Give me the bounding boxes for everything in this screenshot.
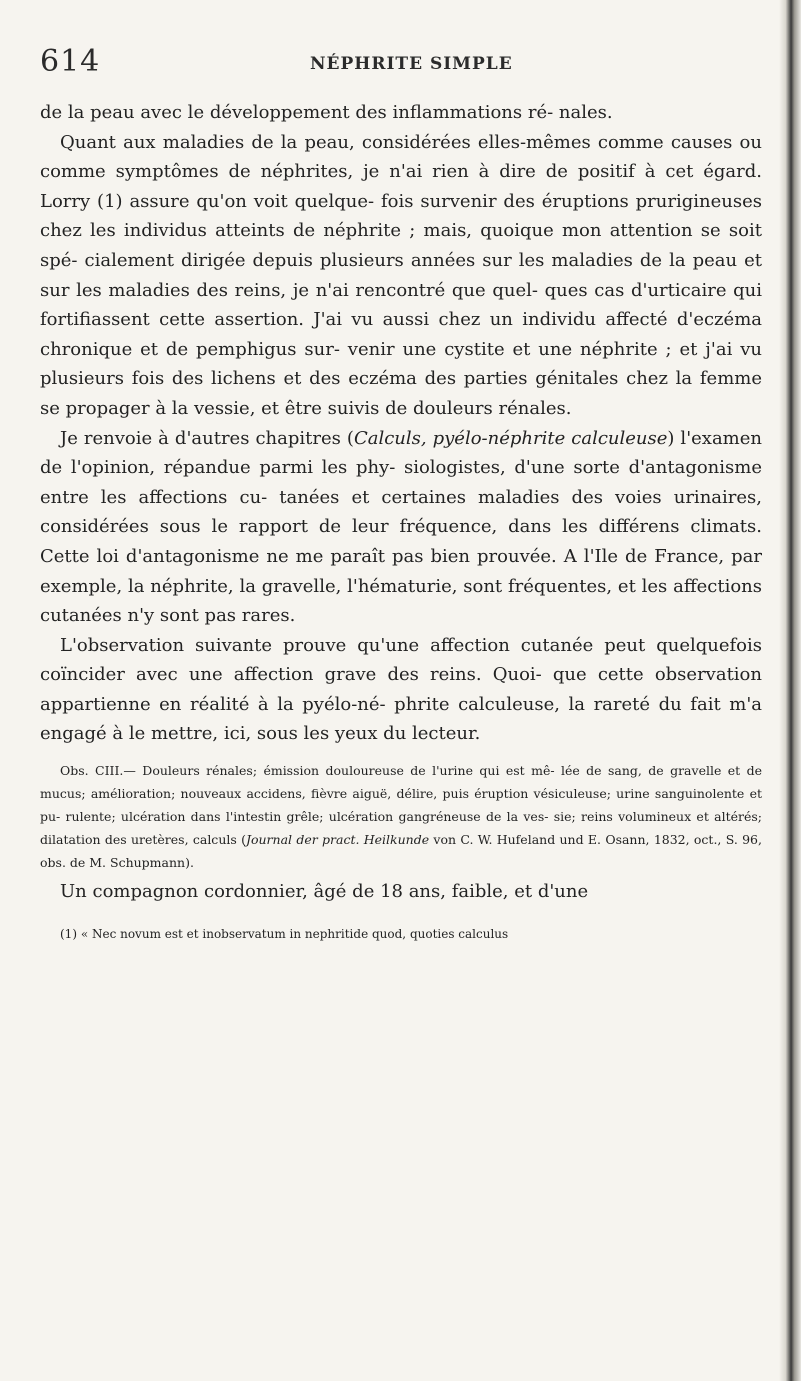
paragraph-skin-diseases: Quant aux maladies de la peau, considérées elles-mêmes comme causes ou comme symptômes de néphrites, je n'ai rien à dire de positif à cet égard. Lorry (1) assure qu'on voit quelque- fois survenir des éruptions prurigineuses chez les individus atteints de néphrite ; mais, quoique mon attention se soit spé- cialement dirigée depuis plusieurs années sur les maladies de la peau et sur les maladies des reins, je n'ai rencontré que quel- ques cas d'urticaire qui fortifiassent cette assertion. J'ai vu aussi chez un individu affecté d'eczéma chronique et de pemphigus sur- venir une cystite et une néphrite ; et j'ai vu plusieurs fois des lichens et des eczéma des parties génitales chez la femme se propager à la vessie, et être suivis de douleurs rénales. — [40, 131, 762, 419]
observation-summary — [40, 759, 762, 874]
obs-text-after: von C. W. Hufeland und E. Osann, 1832, oct., S. 96, obs. de M. Schupmann). — [40, 832, 762, 871]
paragraph-observation: L'observation suivante prouve qu'une affection cutanée peut quelquefois coïncider avec une affection grave des reins. Quoi- que cette observation appartienne en réalité à la pyélo-né- phrite calculeuse, la rareté du fait m'a engagé à le mettre, ici, sous les yeux du lecteur. — [40, 634, 762, 745]
obs-journal-title: Journal der pract. Heilkunde — [245, 832, 430, 848]
paragraph-opening: de la peau avec le développement des inflammations ré- nales. — [40, 102, 613, 123]
body-text — [40, 98, 762, 944]
page-binding-edge — [779, 0, 801, 1381]
paragraph-case-start: Un compagnon cordonnier, âgé de 18 ans, faible, et d'une — [60, 881, 589, 903]
obs-text-before: Obs. CIII.— Douleurs rénales; émission douloureuse de l'urine qui est mê- lée de sang, de gravelle et de mucus; amélioration; nouveaux accidens, fièvre aiguë, délire, puis éruption vésiculeuse; urine sanguinolente et pu- rulente; ulcération dans l'intestin grêle; ulcération gangréneuse de la ves- sie; reins volumineux et altérés; dilatation des uretères, calculs ( — [40, 763, 762, 848]
renvoi-text-before: Je renvoie à d'autres chapitres ( — [60, 427, 354, 449]
renvoi-text-after: ) l'examen de l'opinion, répandue parmi les phy- siologistes, d'une sorte d'antagonisme entre les affections cu- tanées et certaines maladies des voies urinaires, considérées sous le rapport de leur fréquence, dans les différens climats. Cette loi d'antagonisme ne me paraît pas bien prouvée. A l'Ile de France, par exemple, la néphrite, la gravelle, l'hématurie, sont fréquentes, et les affections cutanées n'y sont pas rares. — [40, 427, 762, 627]
footnote: (1) « Nec novum est et inobservatum in nephritide quod, quoties calculus — [60, 927, 509, 942]
page-number: 614 — [40, 44, 101, 79]
page-header — [40, 44, 762, 84]
renvoi-italic-reference: Calculs, pyélo-néphrite calculeuse — [353, 427, 668, 449]
paragraph-renvoi — [40, 424, 762, 631]
running-title: NÉPHRITE SIMPLE — [310, 54, 513, 74]
